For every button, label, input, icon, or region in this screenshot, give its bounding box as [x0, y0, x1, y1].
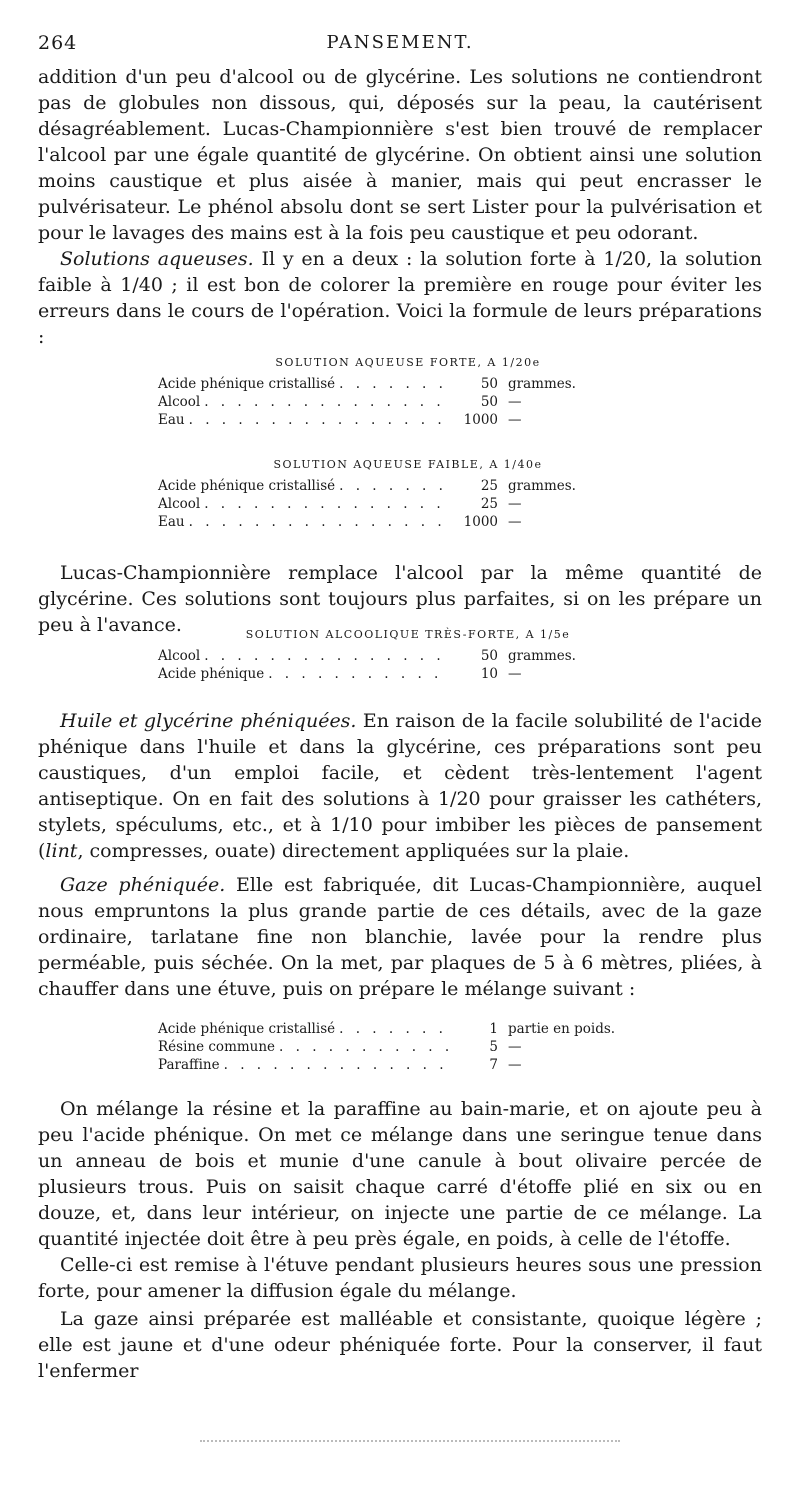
table-row: Alcool . . . 25 — [158, 495, 658, 513]
table-row: Acide phénique . . . 10 — [158, 665, 658, 683]
table-row: Paraffine . . . 7 — [158, 1056, 658, 1074]
paragraph-text: On mélange la résine et la paraffine au bain-marie, et on ajoute peu à peu l'acide phénique. On met ce mélange dans une seringue tenue dans un anneau de bois et munie d'une canule à bout olivaire percée de plusieurs trous. Puis on saisit chaque carré d'étoffe plié en six ou en douze, et, dans leur intérieur, on injecte une partie de ce mélange. La quantité injectée doit être à peu près égale, en poids, à celle de l'étoffe. [38, 1098, 762, 1250]
paragraph-conservation [38, 1306, 762, 1384]
paragraph-text: La gaze ainsi préparée est malléable et consistante, quoique légère ; elle est jaune et d'une odeur phéniquée forte. Pour la conserver, il faut l'enfermer [38, 1308, 762, 1382]
running-head [38, 32, 762, 56]
formula-table-faible [158, 458, 658, 531]
table-title: SOLUTION AQUEUSE FAIBLE, A 1/40e [273, 458, 543, 471]
table-row: Alcool . . . 50 — [158, 393, 658, 411]
table-title: SOLUTION ALCOOLIQUE TRÈS-FORTE, A 1/5e [245, 628, 571, 641]
paragraph-text: addition d'un peu d'alcool ou de glycérine. Les solutions ne contiendront pas de globules non dissous, qui, déposés sur la peau, la cautérisent désagréablement. Lucas-Championnière s'est bien trouvé de remplacer l'alcool par une égale quantité de glycérine. On obtient ainsi une solution moins caustique et plus aisée à manier, mais qui peut encrasser le pulvérisateur. Le phénol absolu dont se sert Lister pour la pulvérisation et pour le lavages des mains est à la fois peu caustique et peu odorant. [38, 66, 762, 244]
paragraph-intro [38, 64, 762, 246]
paragraph-melange [38, 1096, 762, 1252]
table-row: Résine commune . . . 5 — [158, 1038, 658, 1056]
table-row: Acide phénique cristallisé . . . 25 grammes. [158, 477, 658, 495]
paragraph-heading: Huile et glycérine phéniquées. [60, 710, 357, 732]
page-number: 264 [38, 32, 78, 54]
paragraph-gaze [38, 872, 762, 1002]
print-artifact-divider [200, 1440, 620, 1448]
paragraph-heading: Gaze phéniquée. [60, 874, 226, 896]
paragraph-text: Elle est fabriquée, dit Lucas-Championnière, auquel nous empruntons la plus grande partie de ces détails, avec de la gaze ordinaire, tarlatane fine non blanchie, lavée pour la rendre plus perméable, puis séchée. On la met, par plaques de 5 à 6 mètres, pliées, à chauffer dans une étuve, puis on prépare le mélange suivant : [38, 874, 762, 1000]
table-row: Alcool . . . 50 grammes. [158, 647, 658, 665]
formula-table-forte [158, 356, 658, 429]
table-row: Eau . . . 1000 — [158, 513, 658, 531]
paragraph-huile: Huile et glycérine phéniquées. En raison de la facile solubilité de l'acide phénique dans l'huile et dans la glycérine, ces préparations sont peu caustiques, d'un emploi facile, et cèdent très-lentement l'agent antiseptique. On en fait des solutions à 1/20 pour graisser les cathéters, stylets, spéculums, etc., et à 1/10 pour imbiber les pièces de pansement (lint, compresses, ouate) directement appliquées sur la plaie. [38, 710, 762, 862]
paragraph-text: Lucas-Championnière remplace l'alcool par la même quantité de glycérine. Ces solutions sont toujours plus parfaites, si on les prépare un peu à l'avance. [38, 562, 762, 636]
table-row: Eau . . . 1000 — [158, 411, 658, 429]
paragraph-heading: Solutions aqueuses. [60, 248, 254, 270]
paragraph-etuve [38, 1252, 762, 1304]
paragraph-glycerine [38, 560, 762, 638]
paragraph-solutions-aqueuses [38, 246, 762, 350]
table-title: SOLUTION AQUEUSE FORTE, A 1/20e [275, 356, 541, 369]
formula-table-gaze [158, 1020, 658, 1074]
paragraph-text: Il y en a deux : la solution forte à 1/20, la solution faible à 1/40 ; il est bon de colorer la première en rouge pour éviter les erreurs dans le cours de l'opération. Voici la formule de leurs préparations : [38, 248, 762, 348]
paragraph-text: En raison de la facile solubilité de l'acide phénique dans l'huile et dans la glycérine, ces préparations sont peu caustiques, d'un emploi facile, et cèdent très-lentement l'agent antiseptique. On en fait des solutions à 1/20 pour graisser les cathéters, stylets, spéculums, etc., et à 1/10 pour imbiber les pièces de pansement ( [38, 710, 762, 862]
formula-table-alcoolique [158, 628, 658, 683]
running-title: PANSEMENT. [326, 32, 474, 53]
table-row: Acide phénique cristallisé . . . 50 grammes. [158, 375, 658, 393]
paragraph-text: Celle-ci est remise à l'étuve pendant plusieurs heures sous une pression forte, pour amener la diffusion égale du mélange. [38, 1254, 762, 1302]
table-row: Acide phénique cristallisé . . . 1 partie en poids. [158, 1020, 658, 1038]
